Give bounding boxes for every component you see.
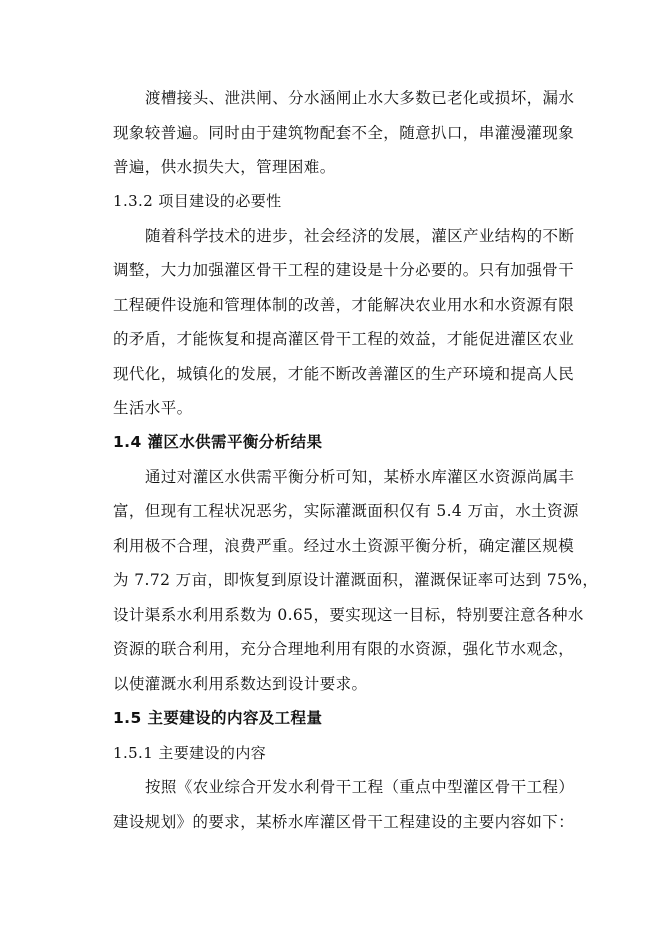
paragraph-3-line-2: 富，但现有工程状况恶劣，实际灌溉面积仅有 5.4 万亩，水土资源 [113,502,579,520]
paragraph-1-line-3: 普遍，供水损失大，管理困难。 [113,158,336,176]
paragraph-3-line-3: 利用极不合理，浪费严重。经过水土资源平衡分析，确定灌区规模 [113,537,575,555]
paragraph-2-line-3: 工程硬件设施和管理体制的改善，才能解决农业用水和水资源有限 [113,296,575,314]
section-heading-1-5-1: 1.5.1 主要建设的内容 [113,744,267,762]
paragraph-1-line-2: 现象较普遍。同时由于建筑物配套不全，随意扒口，串灌漫灌现象 [113,124,575,142]
paragraph-2-line-1: 随着科学技术的进步，社会经济的发展，灌区产业结构的不断 [145,227,575,245]
paragraph-3-line-1: 通过对灌区水供需平衡分析可知，某桥水库灌区水资源尚属丰 [145,468,575,486]
paragraph-1-line-1: 渡槽接头、泄洪闸、分水涵闸止水大多数已老化或损坏，漏水 [145,89,575,107]
paragraph-2-line-2: 调整，大力加强灌区骨干工程的建设是十分必要的。只有加强骨干 [113,261,575,279]
section-heading-1-4: 1.4 灌区水供需平衡分析结果 [113,433,323,451]
paragraph-3-line-7: 以使灌溉水利用系数达到设计要求。 [113,675,368,693]
paragraph-4-line-1: 按照《农业综合开发水利骨干工程（重点中型灌区骨干工程） [145,778,575,796]
paragraph-2-line-6: 生活水平。 [113,399,193,417]
section-heading-1-5: 1.5 主要建设的内容及工程量 [113,709,323,727]
section-heading-1-3-2: 1.3.2 项目建设的必要性 [113,192,282,210]
paragraph-4-line-2: 建设规划》的要求，某桥水库灌区骨干工程建设的主要内容如下： [113,813,575,831]
paragraph-3-line-5: 设计渠系水利用系数为 0.65，要实现这一目标，特别要注意各种水 [113,606,584,624]
paragraph-2-line-5: 现代化，城镇化的发展，才能不断改善灌区的生产环境和提高人民 [113,365,575,383]
paragraph-2-line-4: 的矛盾，才能恢复和提高灌区骨干工程的效益，才能促进灌区农业 [113,330,575,348]
paragraph-3-line-4: 为 7.72 万亩，即恢复到原设计灌溉面积，灌溉保证率可达到 75%， [113,571,599,589]
paragraph-3-line-6: 资源的联合利用，充分合理地利用有限的水资源，强化节水观念， [113,640,575,658]
